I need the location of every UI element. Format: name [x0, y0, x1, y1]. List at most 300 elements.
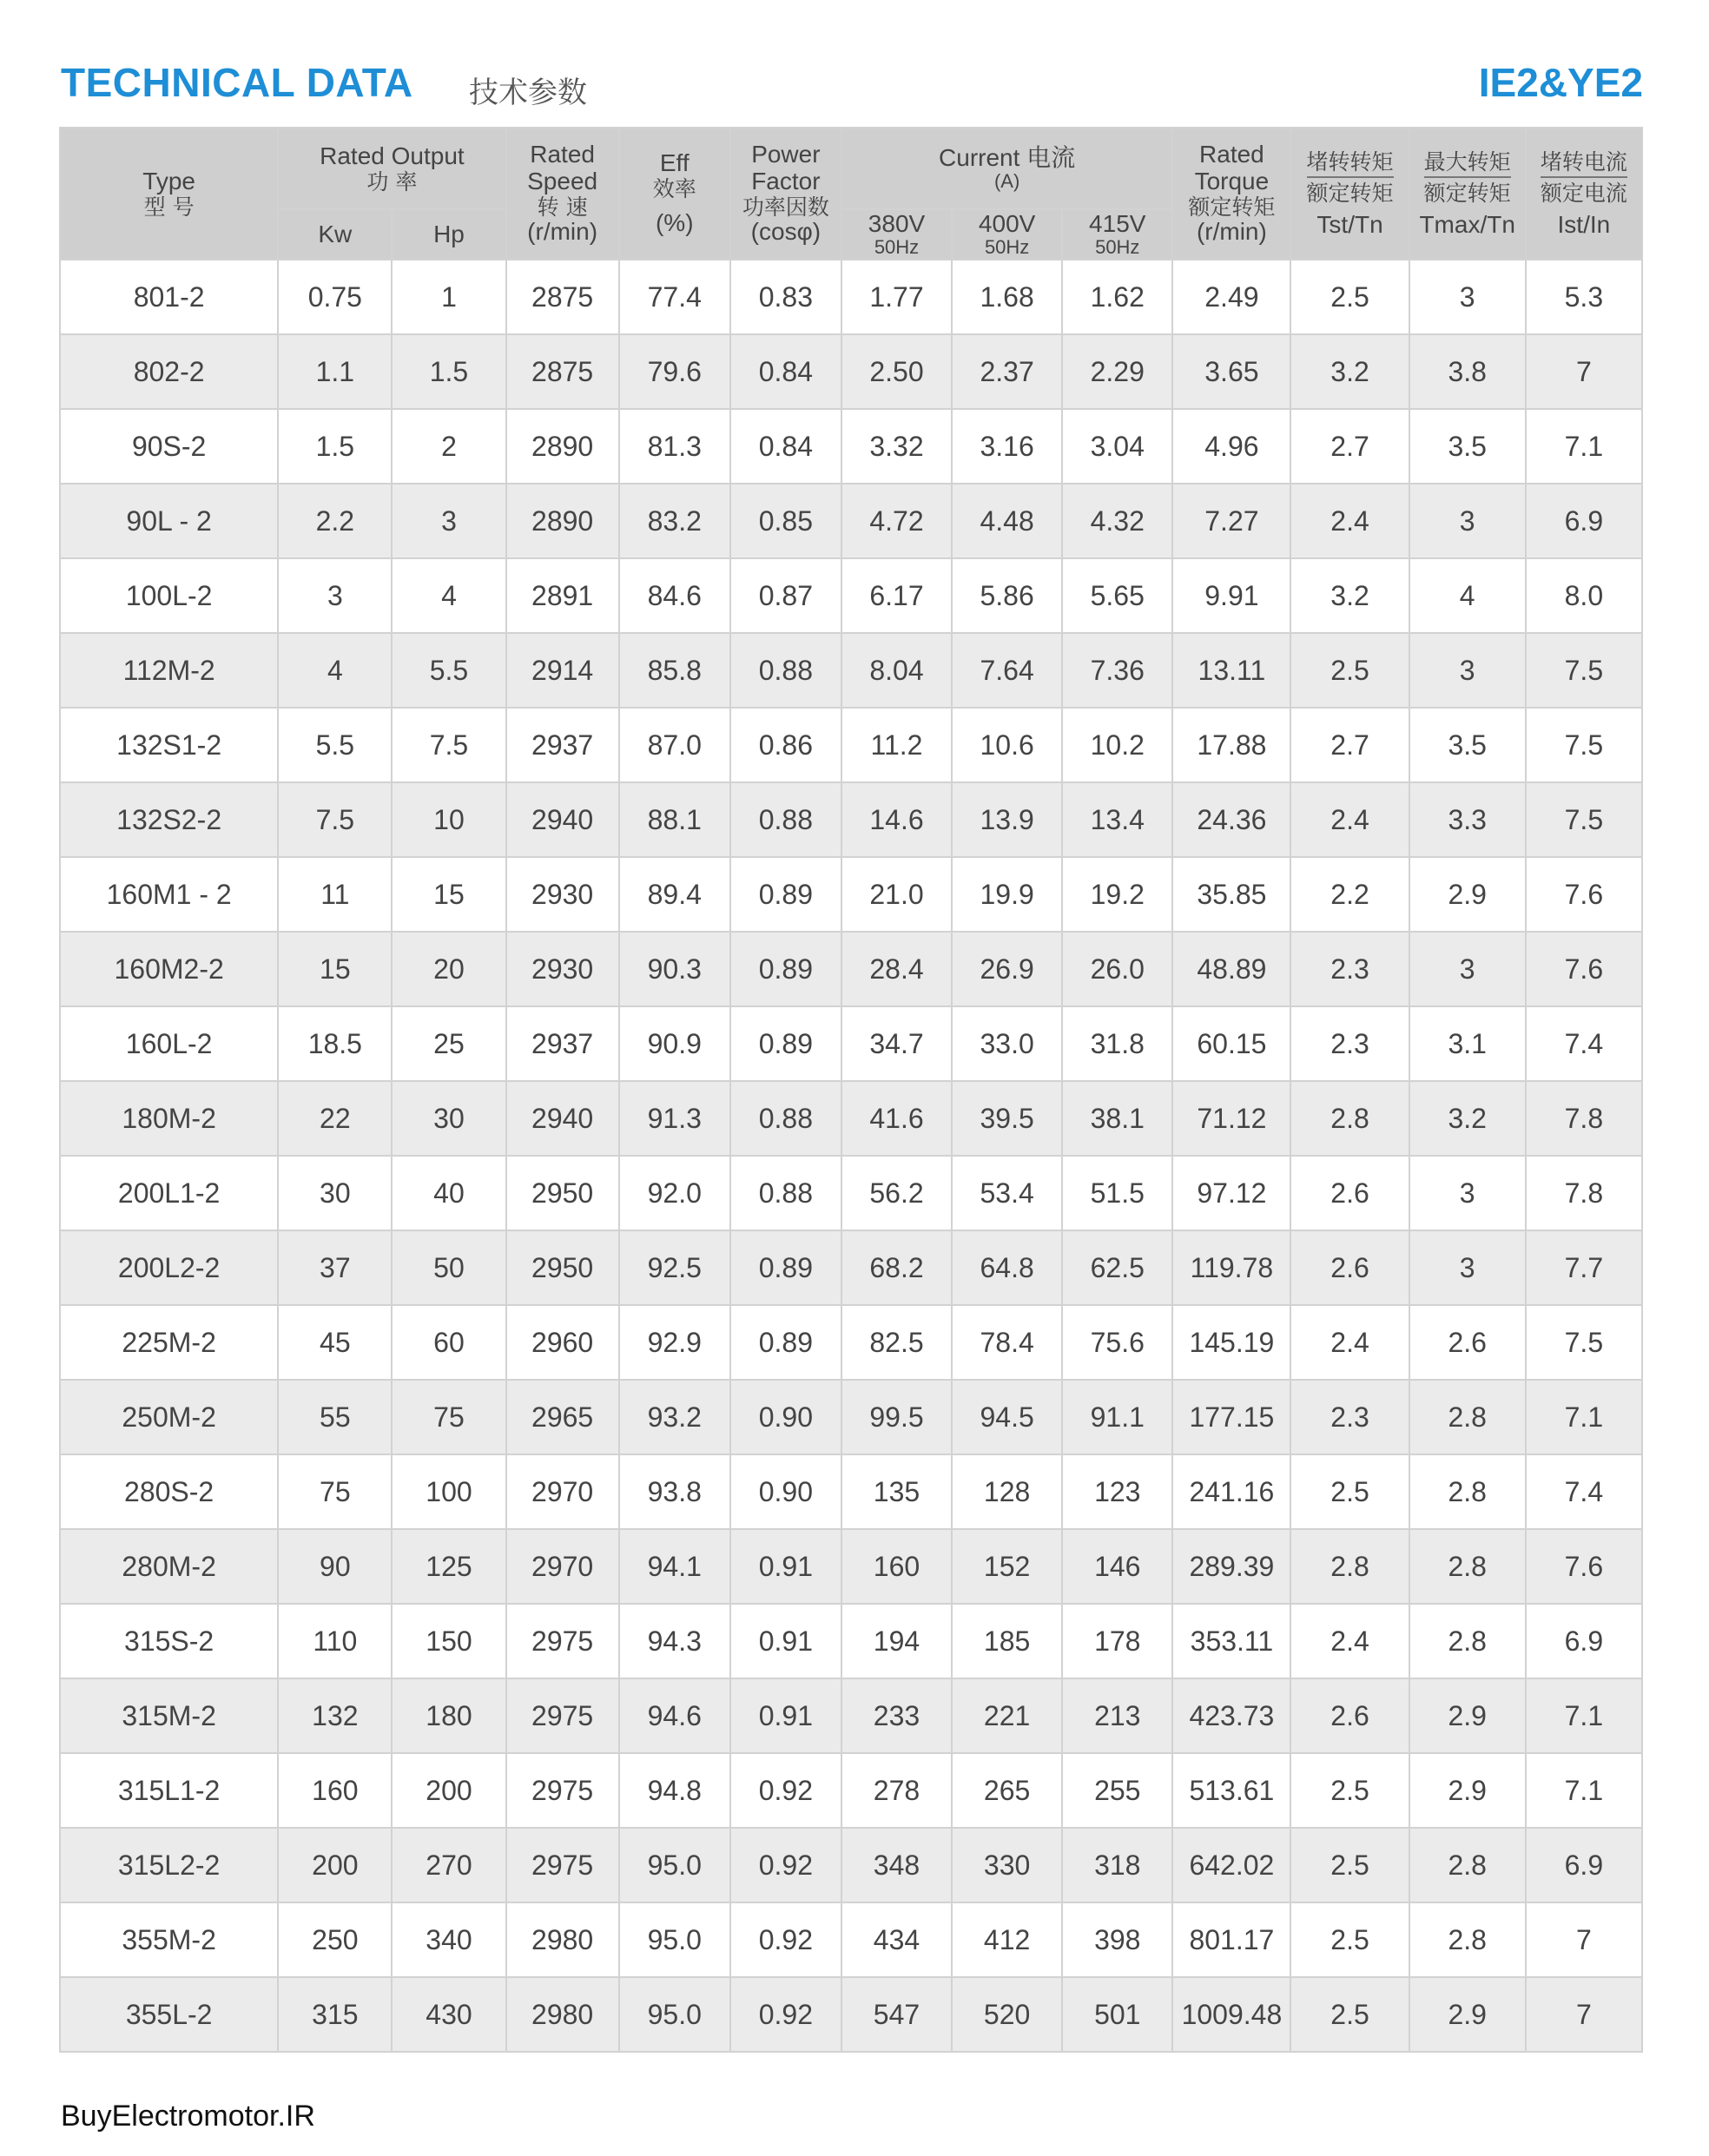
cell-eff: 95.0 — [619, 1902, 730, 1977]
cell-ist-in: 7.1 — [1526, 1380, 1642, 1454]
cell-tmax-tn: 3.5 — [1409, 708, 1526, 782]
cell-kw: 75 — [278, 1454, 392, 1529]
cell-hp: 2 — [392, 409, 505, 484]
cell-ist-in: 7.5 — [1526, 708, 1642, 782]
cell-tst-tn: 2.4 — [1290, 1604, 1409, 1678]
cell-eff: 94.6 — [619, 1678, 730, 1753]
cell-kw: 315 — [278, 1977, 392, 2052]
cell-tmax-tn: 2.6 — [1409, 1305, 1526, 1380]
cell-current-380v: 135 — [841, 1454, 952, 1529]
header-415v-label: 415V — [1089, 209, 1146, 237]
header-ist-in — [1526, 128, 1642, 260]
header-tst-symbol: Tst/Tn — [1316, 211, 1383, 239]
cell-tst-tn: 2.5 — [1290, 1454, 1409, 1529]
cell-power-factor: 0.92 — [730, 1902, 841, 1977]
cell-type: 802-2 — [60, 334, 278, 409]
header-power-factor — [730, 128, 841, 260]
table-row — [60, 409, 1642, 484]
header-power-factor-line1: Power — [751, 141, 821, 168]
cell-ist-in: 6.9 — [1526, 1828, 1642, 1902]
cell-eff: 94.1 — [619, 1529, 730, 1604]
cell-kw: 132 — [278, 1678, 392, 1753]
cell-rated-torque: 642.02 — [1172, 1828, 1290, 1902]
cell-eff: 85.8 — [619, 633, 730, 708]
cell-rated-torque: 9.91 — [1172, 558, 1290, 633]
cell-eff: 93.2 — [619, 1380, 730, 1454]
header-type — [60, 128, 278, 260]
cell-speed: 2875 — [506, 334, 619, 409]
header-400v-hz: 50Hz — [984, 236, 1030, 259]
cell-type: 355M-2 — [60, 1902, 278, 1977]
cell-tst-tn: 2.4 — [1290, 484, 1409, 558]
cell-tmax-tn: 3.5 — [1409, 409, 1526, 484]
cell-type: 160M2-2 — [60, 932, 278, 1006]
cell-current-415v: 255 — [1062, 1753, 1172, 1828]
cell-rated-torque: 119.78 — [1172, 1230, 1290, 1305]
cell-ist-in: 7.8 — [1526, 1156, 1642, 1230]
cell-ist-in: 7 — [1526, 1977, 1642, 2052]
cell-type: 315M-2 — [60, 1678, 278, 1753]
cell-current-380v: 1.77 — [841, 260, 952, 334]
cell-current-415v: 501 — [1062, 1977, 1172, 2052]
cell-current-380v: 41.6 — [841, 1081, 952, 1156]
table-row — [60, 1380, 1642, 1454]
cell-power-factor: 0.92 — [730, 1753, 841, 1828]
header-rated-speed-cn: 转 速 — [537, 194, 588, 220]
cell-power-factor: 0.90 — [730, 1454, 841, 1529]
cell-hp: 7.5 — [392, 708, 505, 782]
page-title: TECHNICAL DATA — [61, 60, 413, 105]
cell-kw: 1.5 — [278, 409, 392, 484]
cell-tmax-tn: 2.8 — [1409, 1902, 1526, 1977]
table-row — [60, 1006, 1642, 1081]
cell-kw: 18.5 — [278, 1006, 392, 1081]
cell-speed: 2975 — [506, 1753, 619, 1828]
cell-kw: 7.5 — [278, 782, 392, 857]
cell-current-400v: 185 — [952, 1604, 1062, 1678]
header-rated-output — [278, 128, 505, 209]
cell-speed: 2891 — [506, 558, 619, 633]
header-rated-torque-line1: Rated — [1199, 141, 1264, 168]
cell-speed: 2937 — [506, 1006, 619, 1081]
header-rated-torque-line2: Torque — [1194, 167, 1270, 195]
header-rated-torque-unit: (r/min) — [1196, 218, 1267, 246]
cell-tmax-tn: 3 — [1409, 260, 1526, 334]
header-current-380v — [841, 209, 952, 260]
cell-ist-in: 7.1 — [1526, 1753, 1642, 1828]
cell-tst-tn: 3.2 — [1290, 334, 1409, 409]
cell-ist-in: 7 — [1526, 1902, 1642, 1977]
cell-tst-tn: 2.8 — [1290, 1529, 1409, 1604]
table-row — [60, 484, 1642, 558]
header-rated-speed — [506, 128, 619, 260]
cell-rated-torque: 35.85 — [1172, 857, 1290, 932]
cell-tst-tn: 2.8 — [1290, 1081, 1409, 1156]
cell-tst-tn: 2.7 — [1290, 409, 1409, 484]
cell-tmax-tn: 3.8 — [1409, 334, 1526, 409]
cell-rated-torque: 97.12 — [1172, 1156, 1290, 1230]
cell-kw: 30 — [278, 1156, 392, 1230]
cell-type: 250M-2 — [60, 1380, 278, 1454]
cell-power-factor: 0.90 — [730, 1380, 841, 1454]
header-rated-speed-unit: (r/min) — [527, 218, 598, 246]
cell-eff: 94.3 — [619, 1604, 730, 1678]
cell-tmax-tn: 3.2 — [1409, 1081, 1526, 1156]
header-ist-symbol: Ist/In — [1557, 211, 1611, 239]
table-row — [60, 1156, 1642, 1230]
table-row — [60, 782, 1642, 857]
table-body — [60, 260, 1642, 2052]
cell-rated-torque: 1009.48 — [1172, 1977, 1290, 2052]
cell-current-400v: 7.64 — [952, 633, 1062, 708]
header-rated-output-label: Rated Output — [320, 142, 465, 169]
table-row — [60, 633, 1642, 708]
table-row — [60, 857, 1642, 932]
table-row — [60, 260, 1642, 334]
cell-rated-torque: 513.61 — [1172, 1753, 1290, 1828]
cell-current-380v: 8.04 — [841, 633, 952, 708]
cell-current-380v: 99.5 — [841, 1380, 952, 1454]
table-row — [60, 1604, 1642, 1678]
cell-speed: 2980 — [506, 1977, 619, 2052]
header-eff-cn: 效率 — [652, 176, 696, 202]
cell-eff: 92.9 — [619, 1305, 730, 1380]
header-current-400v — [952, 209, 1062, 260]
cell-hp: 50 — [392, 1230, 505, 1305]
cell-hp: 270 — [392, 1828, 505, 1902]
cell-tst-tn: 2.6 — [1290, 1230, 1409, 1305]
cell-rated-torque: 71.12 — [1172, 1081, 1290, 1156]
cell-speed: 2975 — [506, 1678, 619, 1753]
cell-kw: 15 — [278, 932, 392, 1006]
cell-hp: 100 — [392, 1454, 505, 1529]
cell-speed: 2940 — [506, 782, 619, 857]
cell-current-415v: 19.2 — [1062, 857, 1172, 932]
cell-hp: 5.5 — [392, 633, 505, 708]
table-row — [60, 932, 1642, 1006]
header-eff-label: Eff — [659, 149, 690, 177]
cell-current-415v: 123 — [1062, 1454, 1172, 1529]
cell-power-factor: 0.91 — [730, 1604, 841, 1678]
cell-power-factor: 0.84 — [730, 334, 841, 409]
cell-tmax-tn: 4 — [1409, 558, 1526, 633]
header-ist-cn1: 堵转电流 — [1541, 150, 1627, 178]
cell-speed: 2937 — [506, 708, 619, 782]
cell-current-400v: 5.86 — [952, 558, 1062, 633]
cell-speed: 2980 — [506, 1902, 619, 1977]
cell-hp: 340 — [392, 1902, 505, 1977]
cell-current-380v: 2.50 — [841, 334, 952, 409]
cell-current-415v: 7.36 — [1062, 633, 1172, 708]
cell-tmax-tn: 2.8 — [1409, 1828, 1526, 1902]
cell-eff: 79.6 — [619, 334, 730, 409]
header-current-unit: (A) — [993, 170, 1020, 193]
header-kw: Kw — [278, 209, 392, 260]
table-row — [60, 1305, 1642, 1380]
cell-tst-tn: 2.4 — [1290, 782, 1409, 857]
cell-kw: 1.1 — [278, 334, 392, 409]
cell-speed: 2914 — [506, 633, 619, 708]
cell-current-415v: 3.04 — [1062, 409, 1172, 484]
cell-hp: 180 — [392, 1678, 505, 1753]
cell-current-415v: 213 — [1062, 1678, 1172, 1753]
cell-type: 315S-2 — [60, 1604, 278, 1678]
cell-eff: 89.4 — [619, 857, 730, 932]
cell-rated-torque: 2.49 — [1172, 260, 1290, 334]
cell-current-380v: 14.6 — [841, 782, 952, 857]
cell-current-415v: 5.65 — [1062, 558, 1172, 633]
cell-current-415v: 398 — [1062, 1902, 1172, 1977]
cell-ist-in: 7.6 — [1526, 932, 1642, 1006]
header-tmax-cn2: 额定转矩 — [1423, 180, 1511, 206]
header-rated-torque — [1172, 128, 1290, 260]
cell-kw: 0.75 — [278, 260, 392, 334]
header-tmax-symbol: Tmax/Tn — [1419, 211, 1515, 239]
cell-current-400v: 13.9 — [952, 782, 1062, 857]
cell-tmax-tn: 3 — [1409, 1230, 1526, 1305]
header-ist-cn2: 额定电流 — [1540, 180, 1627, 206]
cell-ist-in: 7.7 — [1526, 1230, 1642, 1305]
cell-current-400v: 53.4 — [952, 1156, 1062, 1230]
cell-current-415v: 51.5 — [1062, 1156, 1172, 1230]
cell-speed: 2950 — [506, 1156, 619, 1230]
cell-kw: 110 — [278, 1604, 392, 1678]
cell-hp: 75 — [392, 1380, 505, 1454]
cell-current-415v: 1.62 — [1062, 260, 1172, 334]
cell-tst-tn: 2.5 — [1290, 1753, 1409, 1828]
cell-type: 280S-2 — [60, 1454, 278, 1529]
cell-power-factor: 0.84 — [730, 409, 841, 484]
cell-type: 90S-2 — [60, 409, 278, 484]
cell-kw: 37 — [278, 1230, 392, 1305]
cell-current-400v: 64.8 — [952, 1230, 1062, 1305]
cell-ist-in: 7.5 — [1526, 782, 1642, 857]
cell-tmax-tn: 2.8 — [1409, 1604, 1526, 1678]
cell-tst-tn: 2.7 — [1290, 708, 1409, 782]
cell-eff: 83.2 — [619, 484, 730, 558]
cell-type: 225M-2 — [60, 1305, 278, 1380]
cell-tmax-tn: 2.8 — [1409, 1454, 1526, 1529]
cell-current-415v: 4.32 — [1062, 484, 1172, 558]
cell-ist-in: 7.5 — [1526, 633, 1642, 708]
cell-hp: 30 — [392, 1081, 505, 1156]
cell-current-415v: 31.8 — [1062, 1006, 1172, 1081]
cell-current-400v: 33.0 — [952, 1006, 1062, 1081]
cell-type: 90L - 2 — [60, 484, 278, 558]
header-rated-speed-line1: Rated — [530, 141, 595, 168]
cell-speed: 2890 — [506, 409, 619, 484]
cell-current-400v: 330 — [952, 1828, 1062, 1902]
cell-current-415v: 38.1 — [1062, 1081, 1172, 1156]
table-row — [60, 1977, 1642, 2052]
header-eff — [619, 128, 730, 260]
cell-power-factor: 0.86 — [730, 708, 841, 782]
cell-tst-tn: 2.3 — [1290, 1380, 1409, 1454]
cell-power-factor: 0.85 — [730, 484, 841, 558]
table-row — [60, 1454, 1642, 1529]
cell-eff: 90.3 — [619, 932, 730, 1006]
cell-current-400v: 3.16 — [952, 409, 1062, 484]
cell-current-380v: 160 — [841, 1529, 952, 1604]
cell-ist-in: 7 — [1526, 334, 1642, 409]
cell-eff: 91.3 — [619, 1081, 730, 1156]
cell-rated-torque: 4.96 — [1172, 409, 1290, 484]
cell-current-415v: 75.6 — [1062, 1305, 1172, 1380]
cell-rated-torque: 17.88 — [1172, 708, 1290, 782]
cell-type: 112M-2 — [60, 633, 278, 708]
cell-kw: 22 — [278, 1081, 392, 1156]
header-power-factor-cn: 功率因数 — [742, 194, 829, 220]
cell-type: 315L1-2 — [60, 1753, 278, 1828]
cell-current-380v: 434 — [841, 1902, 952, 1977]
cell-current-400v: 2.37 — [952, 334, 1062, 409]
cell-power-factor: 0.89 — [730, 857, 841, 932]
cell-rated-torque: 289.39 — [1172, 1529, 1290, 1604]
table-row — [60, 708, 1642, 782]
cell-power-factor: 0.88 — [730, 633, 841, 708]
cell-ist-in: 7.4 — [1526, 1454, 1642, 1529]
cell-eff: 94.8 — [619, 1753, 730, 1828]
cell-current-380v: 28.4 — [841, 932, 952, 1006]
cell-current-380v: 11.2 — [841, 708, 952, 782]
cell-tmax-tn: 3.1 — [1409, 1006, 1526, 1081]
header-400v-label: 400V — [978, 209, 1036, 237]
header-tmax-tn — [1409, 128, 1526, 260]
cell-power-factor: 0.91 — [730, 1678, 841, 1753]
cell-kw: 11 — [278, 857, 392, 932]
cell-tst-tn: 2.5 — [1290, 1828, 1409, 1902]
cell-tst-tn: 2.5 — [1290, 1977, 1409, 2052]
cell-hp: 20 — [392, 932, 505, 1006]
cell-current-380v: 194 — [841, 1604, 952, 1678]
cell-tmax-tn: 3 — [1409, 932, 1526, 1006]
cell-type: 200L1-2 — [60, 1156, 278, 1230]
cell-speed: 2940 — [506, 1081, 619, 1156]
cell-current-400v: 1.68 — [952, 260, 1062, 334]
cell-current-380v: 278 — [841, 1753, 952, 1828]
cell-type: 315L2-2 — [60, 1828, 278, 1902]
cell-power-factor: 0.83 — [730, 260, 841, 334]
cell-speed: 2960 — [506, 1305, 619, 1380]
cell-speed: 2875 — [506, 260, 619, 334]
cell-speed: 2930 — [506, 857, 619, 932]
cell-tmax-tn: 3 — [1409, 1156, 1526, 1230]
cell-current-400v: 520 — [952, 1977, 1062, 2052]
cell-current-380v: 82.5 — [841, 1305, 952, 1380]
cell-ist-in: 7.8 — [1526, 1081, 1642, 1156]
cell-kw: 2.2 — [278, 484, 392, 558]
cell-eff: 95.0 — [619, 1977, 730, 2052]
cell-current-415v: 26.0 — [1062, 932, 1172, 1006]
cell-current-415v: 62.5 — [1062, 1230, 1172, 1305]
cell-type: 132S2-2 — [60, 782, 278, 857]
header-type-cn: 型 号 — [143, 194, 195, 220]
cell-eff: 77.4 — [619, 260, 730, 334]
cell-kw: 45 — [278, 1305, 392, 1380]
cell-current-400v: 128 — [952, 1454, 1062, 1529]
cell-current-380v: 21.0 — [841, 857, 952, 932]
cell-eff: 84.6 — [619, 558, 730, 633]
table-row — [60, 1081, 1642, 1156]
cell-current-400v: 26.9 — [952, 932, 1062, 1006]
header-tst-cn1: 堵转转矩 — [1307, 150, 1394, 178]
cell-tst-tn: 2.3 — [1290, 932, 1409, 1006]
header-power-factor-unit: (cosφ) — [750, 218, 822, 246]
header-tst-tn — [1290, 128, 1409, 260]
header-current-415v — [1062, 209, 1172, 260]
cell-kw: 55 — [278, 1380, 392, 1454]
cell-tst-tn: 2.5 — [1290, 260, 1409, 334]
cell-power-factor: 0.92 — [730, 1977, 841, 2052]
cell-current-415v: 10.2 — [1062, 708, 1172, 782]
cell-eff: 92.0 — [619, 1156, 730, 1230]
cell-rated-torque: 801.17 — [1172, 1902, 1290, 1977]
table-row — [60, 1678, 1642, 1753]
cell-type: 100L-2 — [60, 558, 278, 633]
cell-type: 160L-2 — [60, 1006, 278, 1081]
cell-tst-tn: 3.2 — [1290, 558, 1409, 633]
cell-current-400v: 412 — [952, 1902, 1062, 1977]
cell-current-380v: 233 — [841, 1678, 952, 1753]
cell-power-factor: 0.88 — [730, 1156, 841, 1230]
cell-type: 801-2 — [60, 260, 278, 334]
cell-rated-torque: 177.15 — [1172, 1380, 1290, 1454]
cell-current-380v: 348 — [841, 1828, 952, 1902]
cell-type: 160M1 - 2 — [60, 857, 278, 932]
cell-type: 280M-2 — [60, 1529, 278, 1604]
cell-tmax-tn: 2.9 — [1409, 1678, 1526, 1753]
table-row — [60, 1230, 1642, 1305]
cell-rated-torque: 423.73 — [1172, 1678, 1290, 1753]
header-tmax-cn1: 最大转矩 — [1424, 150, 1511, 178]
cell-rated-torque: 48.89 — [1172, 932, 1290, 1006]
cell-current-400v: 78.4 — [952, 1305, 1062, 1380]
cell-current-380v: 547 — [841, 1977, 952, 2052]
cell-rated-torque: 3.65 — [1172, 334, 1290, 409]
cell-kw: 90 — [278, 1529, 392, 1604]
cell-type: 132S1-2 — [60, 708, 278, 782]
cell-tmax-tn: 3 — [1409, 484, 1526, 558]
cell-power-factor: 0.91 — [730, 1529, 841, 1604]
table-row — [60, 1828, 1642, 1902]
header-power-factor-line2: Factor — [751, 167, 821, 195]
cell-current-415v: 318 — [1062, 1828, 1172, 1902]
header-current — [841, 128, 1172, 209]
cell-current-400v: 39.5 — [952, 1081, 1062, 1156]
cell-rated-torque: 24.36 — [1172, 782, 1290, 857]
cell-current-380v: 56.2 — [841, 1156, 952, 1230]
cell-current-400v: 10.6 — [952, 708, 1062, 782]
cell-tst-tn: 2.4 — [1290, 1305, 1409, 1380]
cell-speed: 2970 — [506, 1454, 619, 1529]
cell-tmax-tn: 3.3 — [1409, 782, 1526, 857]
cell-current-400v: 19.9 — [952, 857, 1062, 932]
cell-type: 180M-2 — [60, 1081, 278, 1156]
cell-tmax-tn: 2.9 — [1409, 857, 1526, 932]
table-row — [60, 334, 1642, 409]
header-type-label: Type — [142, 167, 195, 195]
cell-rated-torque: 145.19 — [1172, 1305, 1290, 1380]
table-row — [60, 1529, 1642, 1604]
cell-current-415v: 146 — [1062, 1529, 1172, 1604]
cell-current-380v: 68.2 — [841, 1230, 952, 1305]
cell-hp: 125 — [392, 1529, 505, 1604]
cell-speed: 2975 — [506, 1828, 619, 1902]
cell-kw: 3 — [278, 558, 392, 633]
cell-speed: 2970 — [506, 1529, 619, 1604]
page-header — [61, 54, 1643, 115]
table-row — [60, 1902, 1642, 1977]
